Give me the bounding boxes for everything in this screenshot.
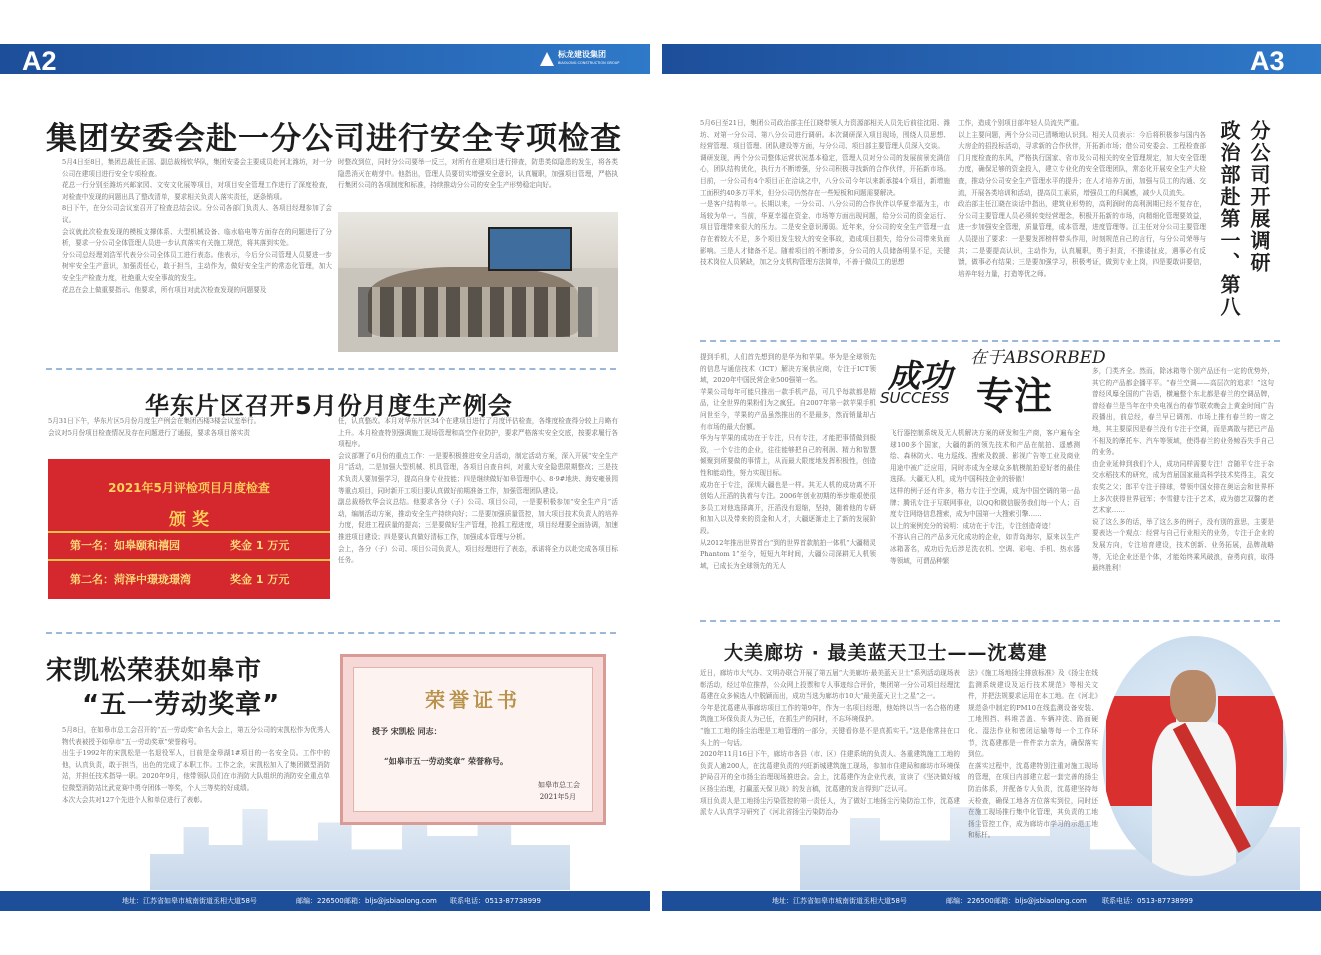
footer-left-zip: 邮编：226500 <box>296 897 344 905</box>
footer-left-phone: 联系电话：0513-87738999 <box>450 897 541 905</box>
article-4-col1: 5月6日至21日，集团公司政治部主任江晓带领人力资源部相关人员先后前往沈阳、潍坊、对第一分公司、第八分公司进行调研。本次调研深入项目现场，围绕人员思想、经营管理、项目管理、团队建设等方面，与分公司、项目部主要管理人员深入交谈。 调研发现，两个分公司整体运营状况基本稳定，管理人员对分公司的发展前景充满信心，团队结构优化，执行力不断增强，分公司积极寻找新的合作伙伴，开拓新市场。目前，一分公司有4个项目正在洽谈之中，八分公司今年以来新承接4个项目，新增施工面积约40多万平米，但分公司仍然存在一些短板和问题需要解决。 一是客户结构单一。长期以来，一分公司、八分公司的合作伙伴以华夏幸福为主，市场较为单一。当前，华夏幸福在资金、市场等方面出现问题，给分公司的资金运行、项目管理带来很大的压力。二是安全意识薄弱。近年来，分公司的安全生产管理一直存在着较大不足，多个项目发生较大的安全事故，造成项目损失，给分公司带来负面影响。三是人才储备不足。随着项目的不断增多，分公司的人员储备明显不足，关键技术岗位人员紧缺，加之分支机构管理方法简单，不善于做员工的思想 <box>700 119 950 267</box>
brand-name-en: BIAOLONG CONSTRUCTION GROUP <box>558 61 620 65</box>
article-1-title: 集团安委会赴一分公司进行安全专项检查 <box>46 121 622 157</box>
footer-right-address: 地址：江苏省如皋市城南街道丞相大道58号 <box>772 897 907 905</box>
header-bar-right <box>662 44 1321 74</box>
portrait-photo <box>1102 636 1287 876</box>
brand-mark-icon <box>540 52 554 66</box>
title-main-2: 专注 <box>976 374 1053 418</box>
divider-1 <box>46 368 616 370</box>
article-4-title: 分公司开展调研 <box>1247 120 1271 274</box>
award-heading: 颁 奖 <box>169 510 209 530</box>
certificate-issuer: 如皋市总工会 <box>538 781 580 789</box>
article-3-body: 5月8日，在如皋市总工会召开的“五一劳动奖”命名大会上，第五分公司的宋凯松作为优秀人物代表被授予如皋市“五一劳动奖章”荣誉称号。 出生于1992年的宋凯松是一名退役军人，目前是金皋湖1#项目的一名安全员。工作中的他，认真负责，敢于担当，出色的完成了本职工作。工作之余，宋凯松加入了集团微型消防站，并担任技术指导一职。2020年9月，他带领队员们在市消防大队组织的消防安全重点单位微型消防站比武竞赛中勇夺团体一等奖，个人三等奖的好成绩。 本次大会共对127个先进个人和单位进行了表彰。 <box>62 726 330 804</box>
award-first-prize: 奖金 1 万元 <box>230 539 290 552</box>
footer-left <box>0 891 650 911</box>
title-main-1: 成功 <box>888 357 953 395</box>
footer-right <box>662 891 1321 911</box>
award-banner <box>48 459 330 599</box>
brand-name: 标龙建设集团 <box>558 50 606 59</box>
article-3-title-line2: “五一劳动奖章” <box>82 690 281 720</box>
meeting-photo <box>338 212 618 352</box>
certificate-date: 2021年5月 <box>539 793 576 801</box>
honor-certificate <box>340 654 606 825</box>
page-number-right: A3 <box>1250 46 1285 76</box>
award-first-label: 第一名：如皋颐和禧园 <box>70 539 180 552</box>
article-1-col1: 5月4日至8日，集团总裁任正国、副总裁杨钦华队，集团安委会主要成员赴河北潍坊，对一分公司在建项目进行安全专项检查。 花总一行分别至潍坊兴邮家园、文安文化展等项目，对项目安全管理工作进行了深度检查，对检查中发现的问题出具了整改清单，要求相关负责人落实责任，逐条销项。 8日下午，在分公司会议室召开了检查总结会议。分公司各部门负责人、各项目经理参加了会议。 会议就此次检查发现的模板支撑体系、大型机械设备、临水临电等方面存在的问题进行了分析，要求一分公司全体管理人员进一步认真落实有关施工规范，将其落到实处。 分公司总经理刘浩军代表分公司全体员工进行表态。他表示，今后分公司管理人员要进一步树牢安全生产意识，加强责任心，敢于担当，主动作为，做好安全生产的常态化管理，加大安全生产检查力度，杜绝重大安全事故的发生。 花总在会上做重要指示。他要求，所有项目对此次检查发现的问题要及 <box>62 158 332 294</box>
person-head <box>1170 670 1216 726</box>
page-gutter <box>650 0 662 955</box>
footer-right-phone: 联系电话：0513-87738999 <box>1102 897 1193 905</box>
certificate-award: “如皋市五一劳动奖章” 荣誉称号。 <box>384 756 508 766</box>
footer-right-email: 邮箱：bljs@jsbiaolong.com <box>994 897 1087 905</box>
page-number-left: A2 <box>22 46 57 76</box>
article-5-col1: 提到手机，人们首先想到的是华为和苹果。华为是全球领先的信息与通信技术（ICT）解决方案供应商，专注于ICT领域，2020年中国民营企业500强第一名。 苹果公司每年可能只推出一款手机产品，可几乎每款都是精品，让全世界的果粉们为之疯狂。自2007年第一款苹果手机问世至今，苹果的产品虽然推出的不是最多，然而销量却占有市场的最大份额。 华为与苹果的成功在于专注，只有专注，才能把事情做到极致，一个专注的企业，往往能够把自己的利润、精力和智慧倾聚到所要做的事情上，从而最大限度地发挥积极性，创造性和能动性，努力实现目标。 成功在于专注，深圳大疆也是一样。其无人机的成功离不开创始人汪滔的执着与专注。2006年创业初期的举步维艰使很多员工对他选择离开，汪滔没有退缩，坚持，随着他的专研和加入以及带来的资金和人才，大疆逐渐走上了新的发展阶段。 从2012年推出世界首台“到的世界首款航拍一体机“大疆精灵Phantom 1”至今，短短九年时间，大疆公司深耕无人机领域，已成长为全球领先的无人 <box>700 353 876 570</box>
article-4-col2: 工作，造成个别项目部年轻人员流失严重。 以上主要问题，两个分公司已清晰地认识到。相关人员表示：今后将积极参与国内各大房企的招投标活动，寻求新的合作伙伴，开拓新市场；借公司安委会、工程检查部门月度检查的东风，严格执行国家、省市及公司相关的安全管理规定，加大安全管理力度，确保足够的资金投入，建立专业化的安全管理团队，常态化开展安全生产大检查，推动分公司安全生产管理水平的提升；在人才培养方面，加强与员工的沟通、交流，开展各类培训和活动，提高员工素质，增强员工的归属感，减少人员流失。 政治部主任江晓在谈话中指出，建筑业形势的，高利润时的高利润期已经不复存在，分公司主要管理人员必须转变经营理念，积极开拓新的市场，向精细化管理要效益，进一步加强安全管理，质量管理，成本管理，进度管理等。江主任对分公司主要管理人员提出了要求：一是要发挥榜样带头作用，时刻规范自己的言行，与分公司荣辱与共；二是要提高认识，主动作为，认真履职，勇于担责，不推诿扯皮，遇事必有反馈，做事必有结果；三是要加强学习，积极考证，做到专业上岗，四是要敢讲要信，培养年轻力量，打造等优之师。 <box>958 119 1206 278</box>
article-1-col2: 时整改到位，同时分公司要举一反三，对所有在建项目进行排查，防患类似隐患的发生，将各类隐患消灭在萌芽中。他指出，管理人员要切实增强安全意识，认真履职，加强项目管理，严格执行集团公司的各项制度和标准，持续推动分公司的安全生产形势稳定向好。 <box>338 158 618 190</box>
article-2-title: 华东片区召开5月份月度生产例会 <box>145 392 513 420</box>
article-3-title-line1: 宋凯松荣获如皋市 <box>46 656 263 686</box>
footer-right-zip: 邮编：226500 <box>946 897 994 905</box>
footer-left-email: 邮箱：bljs@jsbiaolong.com <box>344 897 437 905</box>
certificate-recipient: 授予 宋凯松 同志： <box>372 726 442 736</box>
award-second-prize: 奖金 1 万元 <box>230 573 290 586</box>
article-2-col1: 5月31日下午，华东片区5月份月度生产例会在集团西楼3楼会议室举行。 会议对5月份项目检查情况及存在问题进行了通报，要求各项目落实责 <box>48 417 261 437</box>
brand-logo <box>540 49 660 69</box>
award-title: 2021年5月评检项目月度检查 <box>108 481 270 495</box>
title-script: 在于ABSORBED <box>970 348 1106 368</box>
footer-left-address: 地址：江苏省如皋市城南街道丞相大道58号 <box>122 897 257 905</box>
title-sub: SUCCESS <box>880 389 950 407</box>
article-2-col2: 任，认真整改。本月对华东片区34个在建项目进行了月度评估检查，各维度检查得分较上月略有上升。本月检查特别强调施工现场管理和高空作业防护，要求严格落实安全交底，按要求履行各项程序。 会议部署了6月份的重点工作：一是要积极推进安全月活动，制定活动方案，深入开展“安全生产月”活动，二是加强大型机械、机具管理，各项目自查自纠，对重大安全隐患限期整改；三是技术负责人要加强学习，提高自身专业技能；四是继续做好如皋管理中心、8·9#地块、海安雍景园等重点项目，同时新开工项目要认真做好前期准备工作，加强管理团队建设。 副总裁杨钦华会议总结。他要求各分（子）公司、项目公司，一是要积极参加“安全生产月”活动，编制活动方案，推动安全生产持续向好；二是要加强质量管控，加大项目技术负责人的培养力度，促进工程质量的提高；三是要做好生产管理，抢抓工程进度，项目经理要全面协调，加速推进项目建设；四是要认真做好清标工作，加强成本管理与分析。 会上，各分（子）公司、项目公司负责人，项目经理进行了表态，承诺将全力以赴完成各项目标任务。 <box>338 417 618 565</box>
divider-2 <box>46 632 616 634</box>
divider-4 <box>700 620 1280 622</box>
article-5-col3: 多，门类齐全。然而，除冰箱等个别产品还有一定的优势外，其它的产品都企播平平。“春兰空调——高层次的追求！”这句曾经风靡全国的广告语，横遍整个东北都是春兰的空调品牌，曾经春兰是当年在中央电视台的春节联欢晚会上黄金时间广告段播出，前总经，春兰早已调剂、市场上推有春兰的一席之地，其主要原因是春兰没有专注于空调，而是离散与把已产品不相及的摩托车、汽车等领域，使得春兰的业务鲸吞失手自己的业务。 由企业延伸到我们个人，成功同样需要专注！音随平专注于杂交水稻技术的研究，成为首届国家最高科学技术奖得主，袁交农奖之父；郎平专注于排球，带领中国女排在奥运会和世界杯上多次获得世界冠军；李雪健专注于艺术，成为德艺双馨的老艺术家…… 说了这么多的话，举了这么多的例子，没有别的意思，主要是要表达一个观点：经营与自己行业相关的业务，专注于企业的发展方向，专注培育建设，技术创新、业务拓展，品牌战略等，无论企业还是个体，才能始终乘风破浪，奋勇向前，取得最终胜利！ <box>1092 367 1274 573</box>
article-6-col1: 近日，廊坊市大气办、文明办联合开展了第五届“大美廊坊·最美蓝天卫士”系列活动现场表彰活动，经过单位推荐，公众网上投票和专人事迹综合评价，集团第一分公司项目经理沈葛建在众多候选人中脱颖而出，成功当选为廊坊市10大“最美蓝天卫士之星”之一。 今年是沈葛建从事廊坊项目工作的第9年，作为一名项目经理，他始终以当一名合格的建筑施工环保负责人为己任，在抓生产的同时，不忘环境保护。 “施工工地的扬尘治理是工地管理的一部分，关键看你是不是真抓实干。”这是他常挂在口头上的一句话。 2020年11月16日下午，廊坊市各县（市、区）住建系统的负责人、各重建筑施工工地的负责人逾200人，在沈葛建负责的兴旺新城建筑施工现场，参加市住建局和廊坊市环境保护局召开的全市扬尘治理现场推进会。会上，沈葛建作为企业代表，宣读了《坚决做好城区扬尘治理，打赢蓝天保卫战》的发言稿，沈葛建的发言得到广泛认可。 项目负责人是工地扬尘污染管控的第一责任人，为了做好工地扬尘污染防治工作，沈葛建派专人认真学习研究了《河北省扬尘污染防治办 <box>700 669 960 817</box>
award-second-label: 第二名：菏泽中璟珑璟湾 <box>70 573 191 586</box>
divider-3 <box>700 340 1280 342</box>
article-6-col2: 法》《施工场地扬尘排放标准》及《扬尘在线监测系统建设及运行技术规范》等相关文件，并把法规要求运用在本工地。在《河北》规范条中制定的PM10在线监测设备安装、工地围挡、料堆苫盖、车辆冲洗、路面硬化、湿法作业和密闭运输等每一个工作环节，沈葛建都是一件件亲力亲为，确保落实到位。 在落实过程中，沈葛建特别注重对施工现场的管理，在项目内部建立起一套完善的扬尘防治体系，并配备专人负责，沈葛建坚持每天检查，确保工地各方位落实到位，同时还在施工现场推行集中化管理，其负责的工地扬尘管控工作，成为廊坊市学习的示范工地和标杆。 <box>968 669 1098 840</box>
article-4-title-2: 政治部赴第一、第八 <box>1217 120 1241 318</box>
article-5-col2: 飞行器控制系统及无人机解决方案的研发和生产商，客户遍布全球100多个国家，大疆的新的领先技术和产品在航拍、遥感测绘、森林防火、电力巡线、搜索及救援、影视广告等工业及商业用途中被广泛应用，同时亦成为全球众多航模航拍爱好者的最佳选择。大疆无人机，成为中国科技企业的骄傲！ 这样的例子还有许多，格力专注于空调，成为中国空调的第一品牌；腾讯专注于互联网事业，以QQ和微信服务我们每一个人；百度专注网络信息搜索，成为中国第一大搜索引擎…… 以上的案例充分的说明：成功在于专注，专注创造奇迹！ 不容认自己的产品多元化成功的企业，如青岛海尔，原来以生产冰箱著名，成功后先后涉足洗衣机、空调、彩电、手机、热水器等领域，可谓品种繁 <box>890 429 1080 565</box>
article-6-title: 大美廊坊 · 最美蓝天卫士——沈葛建 <box>724 642 1048 664</box>
certificate-heading: 荣誉证书 <box>425 688 521 712</box>
